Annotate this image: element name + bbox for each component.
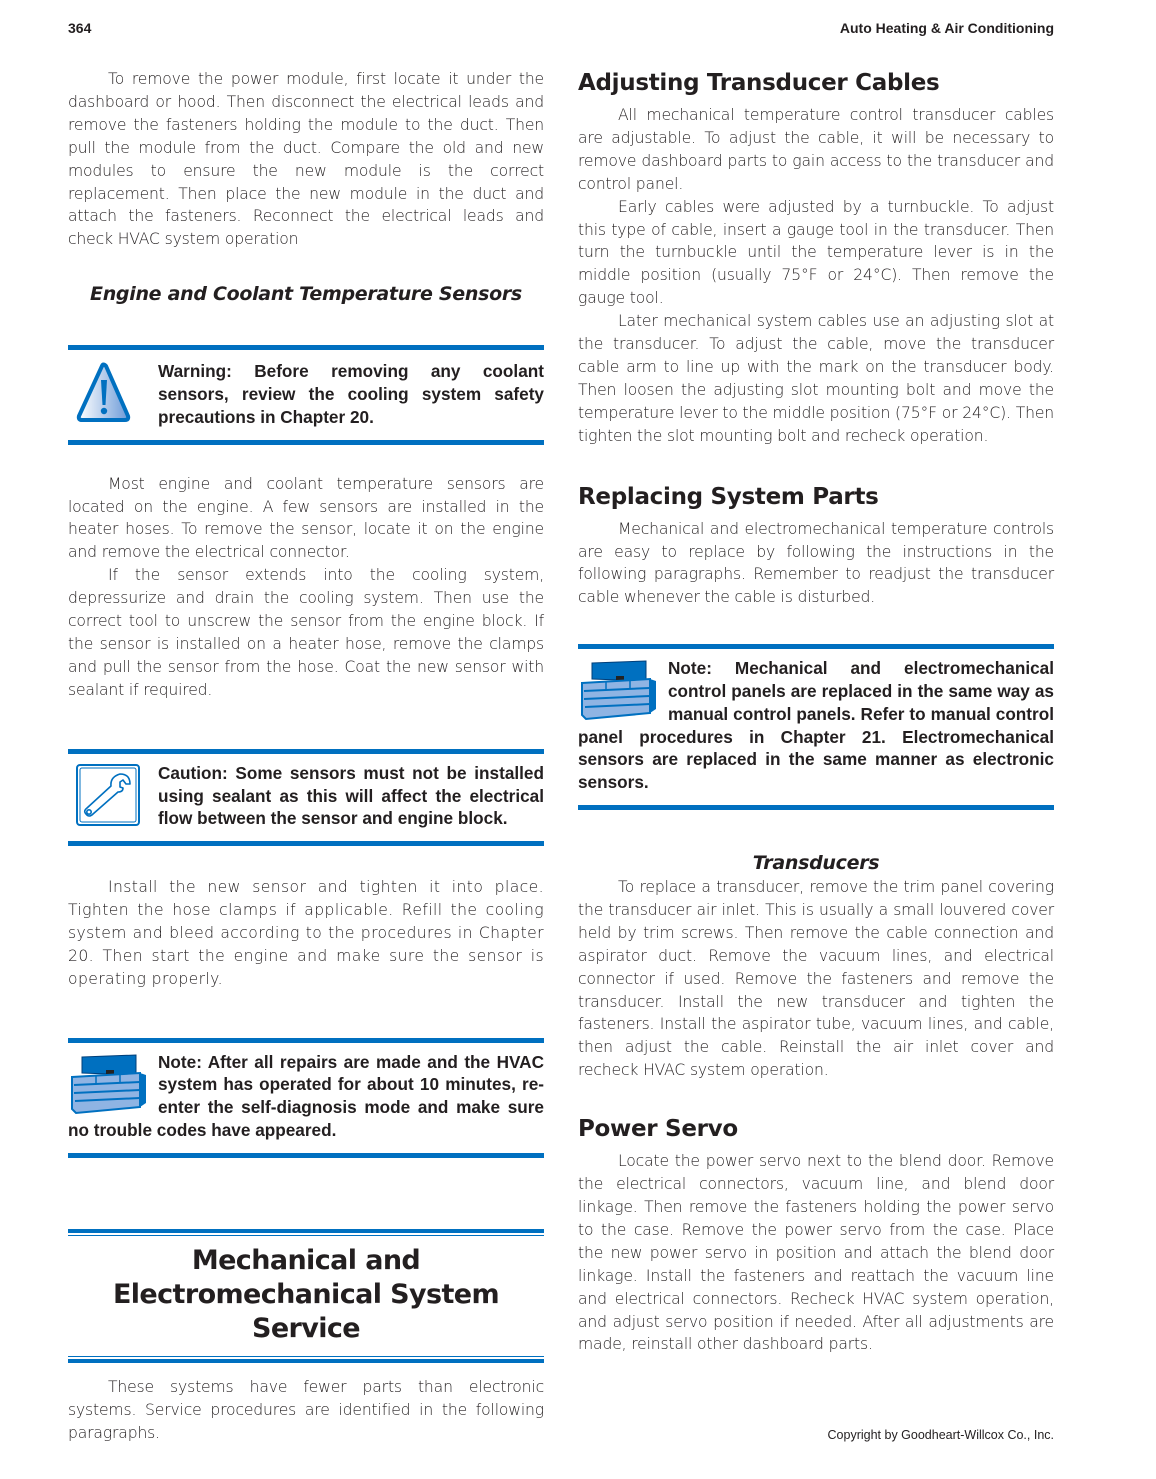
page-number: 364 <box>68 20 92 36</box>
warning-triangle-icon <box>68 360 148 426</box>
sensors-paragraph-2: If the sensor extends into the cooling system, depressurize and drain the cooling system. Then use the correct tool to unscrew the sensor from the engine block. If the sensor is installed on a heater hose, remove the clamps and pull the sensor from the hose. Coat the new sensor with sealant if required. <box>68 566 544 699</box>
transducers-paragraph: To replace a transducer, remove the trim panel covering the transducer air inlet. This is usually a small louvered cover held by trim screws. Then remove the cable connection and aspirator duct. Remove the vacuum lines, and electrical connector if used. Remove the fasteners and remove the transducer. Install the new transducer and tighten the fasteners. Install the aspirator tube, vacuum lines, and cable, then adjust the cable. Reinstall the air inlet cover and recheck HVAC system operation. <box>578 878 1054 1080</box>
cables-paragraph-3: Later mechanical system cables use an adjusting slot at the transducer. To adjust the cable, move the transducer cable arm to line up with the mark on the transducer body. Then loosen the adjusting slot mounting bolt and move the temperature lever to the middle position (75°F or 24°C). Then tighten the slot mounting bolt and recheck operation. <box>578 312 1054 445</box>
cables-paragraph-2: Early cables were adjusted by a turnbuckle. To adjust this type of cable, insert a gauge tool in the transducer. Then turn the turnbuckle until the temperature lever is in the middle position (usually 75°F or 24°C). Then remove the gauge tool. <box>578 197 1054 308</box>
note-text-left: Note: After all repairs are made and the HVAC system has operated for about 10 minutes, re-enter the self-diagnosis mode and make sure no trouble codes have appeared. <box>68 1051 544 1141</box>
major-section-heading: Mechanical and Electromechanical System Service <box>112 1244 500 1344</box>
sensors-heading: Engine and Coolant Temperature Sensors <box>90 283 522 306</box>
toolbox-icon <box>68 1051 148 1117</box>
cables-heading: Adjusting Transducer Cables <box>578 70 940 96</box>
copyright-footer: Copyright by Goodheart-Willcox Co., Inc. <box>827 1428 1054 1442</box>
replacing-paragraph: Mechanical and electromechanical temperature controls are easy to replace by following the instructions in the following paragraphs. Remember to readjust the transducer cable whenever the cable is disturbed. <box>578 519 1054 607</box>
power-servo-paragraph: Locate the power servo next to the blend door. Remove the electrical connectors, vacuum line, and blend door linkage. Then remove the fasteners holding the power servo to the case. Remove the power servo from the case. Place the new power servo in position and attach the blend door linkage. Install the fasteners and reattach the vacuum line and electrical connectors. Recheck HVAC system operation, and adjust servo position if needed. After all adjustments are made, reinstall other dashboard parts. <box>578 1152 1054 1354</box>
power-servo-heading: Power Servo <box>578 1116 738 1143</box>
right-column <box>578 70 1054 1356</box>
cables-paragraph-1: All mechanical temperature control transducer cables are adjustable. To adjust the cable, it will be necessary to remove dashboard parts to gain access to the transducer and control panel. <box>578 106 1054 193</box>
note-text-right: Note: Mechanical and electromechanical control panels are replaced in the same way as manual control panels. Refer to manual control panel procedures in Chapter 21. Electromechanical sensors are replaced in the same manner as electronic sensors. <box>578 658 1054 793</box>
note-box-right <box>578 644 1054 810</box>
warning-box <box>68 345 544 444</box>
power-module-paragraph: To remove the power module, first locate it under the dashboard or hood. Then disconnect the electrical leads and remove the fasteners holding the module to the duct. Then pull the module from the duct. Compare the old and new modules to ensure the new module is the correct replacement. Then place the new module in the duct and attach the fasteners. Reconnect the electrical leads and check HVAC system operation <box>68 70 544 249</box>
caution-text: Caution: Some sensors must not be installed using sealant as this will affect the electrical flow between the sensor and engine block. <box>158 762 544 829</box>
caution-box <box>68 749 544 846</box>
wrench-icon <box>68 762 148 828</box>
major-section-heading-box <box>68 1235 544 1357</box>
warning-text: Warning: Before removing any coolant sensors, review the cooling system safety precautions in Chapter 20. <box>158 361 544 427</box>
replacing-heading: Replacing System Parts <box>578 483 879 510</box>
toolbox-icon <box>578 657 658 723</box>
note-box-left <box>68 1038 544 1158</box>
install-sensor-paragraph: Install the new sensor and tighten it into place. Tighten the hose clamps if applicable. Refill the cooling system and bleed according to the procedures in Chapter 20. Then start the engine and make sure the sensor is operating properly. <box>68 878 544 988</box>
major-section-paragraph: These systems have fewer parts than electronic systems. Service procedures are identified in the following paragraphs. <box>68 1377 544 1442</box>
transducers-heading: Transducers <box>752 852 880 874</box>
sensors-paragraph-1: Most engine and coolant temperature sensors are located on the engine. A few sensors are installed in the heater hoses. To remove the sensor, locate it on the engine and remove the electrical connector. <box>68 474 544 562</box>
left-column <box>68 68 544 1445</box>
running-header-title: Auto Heating & Air Conditioning <box>839 20 1054 36</box>
